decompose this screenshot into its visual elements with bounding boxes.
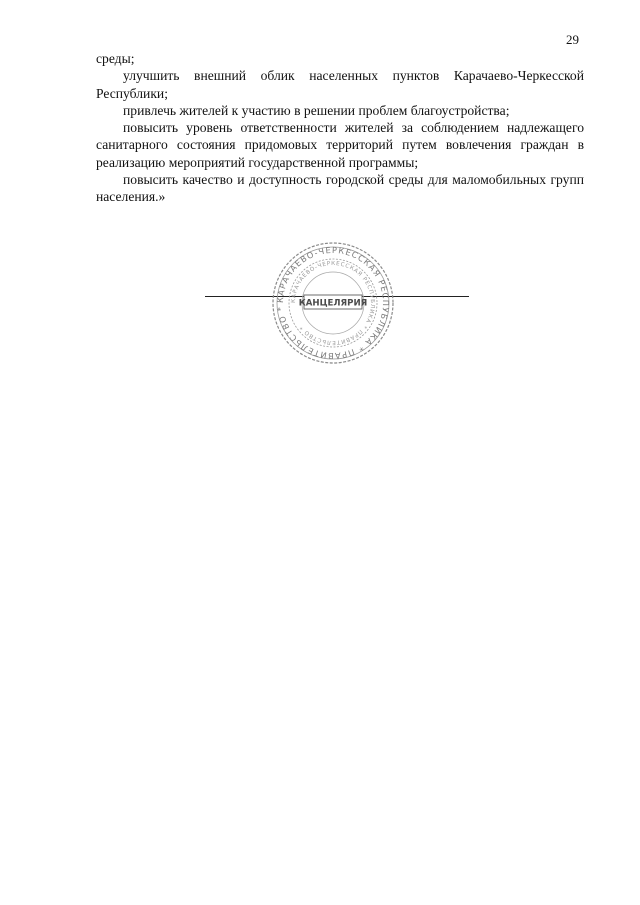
- stamp-ring-text: КАРАЧАЕВО-ЧЕРКЕССКАЯ РЕСПУБЛИКА * ПРАВИТЕЛЬСТВО *: [274, 244, 392, 362]
- stamp-inner-text: КАРАЧАЕВО-ЧЕРКЕССКАЯ РЕСПУБЛИКА * ПРАВИТЕЛЬСТВО *: [290, 260, 376, 346]
- paragraph-improve-appearance: улучшить внешний облик населенных пунктов Карачаево-Черкесской Республики;: [96, 68, 584, 101]
- paragraph-involve-residents: привлечь жителей к участию в решении проблем благоустройства;: [123, 102, 510, 118]
- paragraph-continuation: среды;: [96, 51, 135, 66]
- paragraph-responsibility: повысить уровень ответственности жителей за соблюдением надлежащего санитарного состояния придомовых территорий путем вовлечения граждан в реализацию мероприятий государственной программы;: [96, 120, 584, 170]
- paragraph-accessibility: повысить качество и доступность городской среды для маломобильных групп населения.»: [96, 172, 584, 205]
- page-number: 29: [566, 32, 579, 47]
- official-stamp: [270, 240, 396, 366]
- stamp-center-label: КАНЦЕЛЯРИЯ: [298, 298, 368, 309]
- document-body: [96, 50, 584, 206]
